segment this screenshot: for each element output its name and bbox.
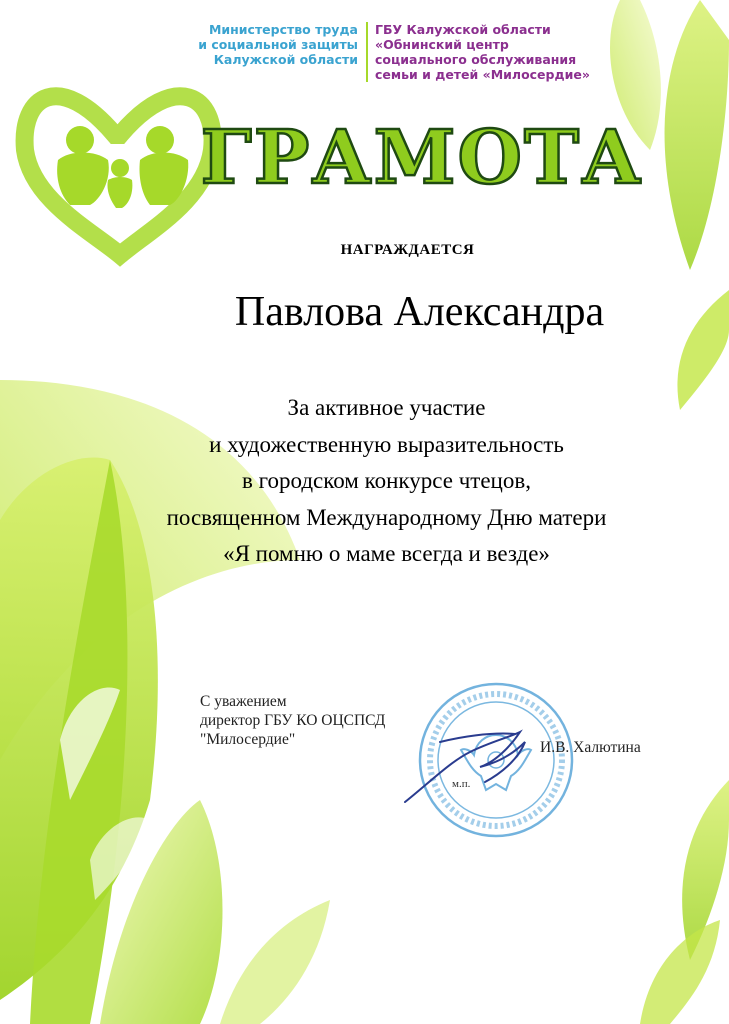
center-line: социального обслуживания (375, 52, 577, 67)
title-text: ГРАМОТА (200, 115, 644, 201)
leaf-right-bottom-2 (640, 920, 720, 1024)
ministry-line: Калужской области (213, 52, 358, 67)
leaf-bottom-mid (220, 900, 330, 1024)
recipient-name: Павлова Александра (234, 289, 605, 335)
signature-line: "Милосердие" (200, 731, 296, 748)
center-header (375, 22, 610, 82)
center-line: ГБУ Калужской области (375, 22, 551, 37)
ministry-header (190, 22, 358, 67)
family-heart-logo (25, 96, 213, 255)
reason-line: и художественную выразительность (209, 431, 564, 457)
ministry-line: Министерство труда (208, 22, 358, 37)
leaf-top-right-1 (665, 0, 729, 270)
reason-line: посвященном Международному Дню матери (166, 504, 607, 530)
ministry-line: и социальной защиты (198, 37, 358, 52)
center-line: «Обнинский центр (375, 37, 509, 52)
reason-line: За активное участие (287, 395, 486, 420)
header-divider (366, 22, 368, 82)
awarded-label: НАГРАЖДАЕТСЯ (340, 242, 475, 258)
reason-line: в городском конкурсе чтецов, (242, 468, 531, 493)
award-reason (0, 390, 729, 573)
stamp-mark: м.п. (452, 778, 471, 790)
reason-line: «Я помню о маме всегда и везде» (223, 541, 550, 566)
signature-scribble (400, 712, 540, 812)
signature-line: С уважением (200, 693, 287, 710)
signature-block (200, 692, 385, 749)
signature-line: директор ГБУ КО ОЦСПСД (200, 712, 386, 729)
signer-name: И.В. Халютина (540, 739, 641, 756)
center-line: семьи и детей «Милосердие» (375, 67, 590, 82)
certificate-title (200, 105, 644, 205)
